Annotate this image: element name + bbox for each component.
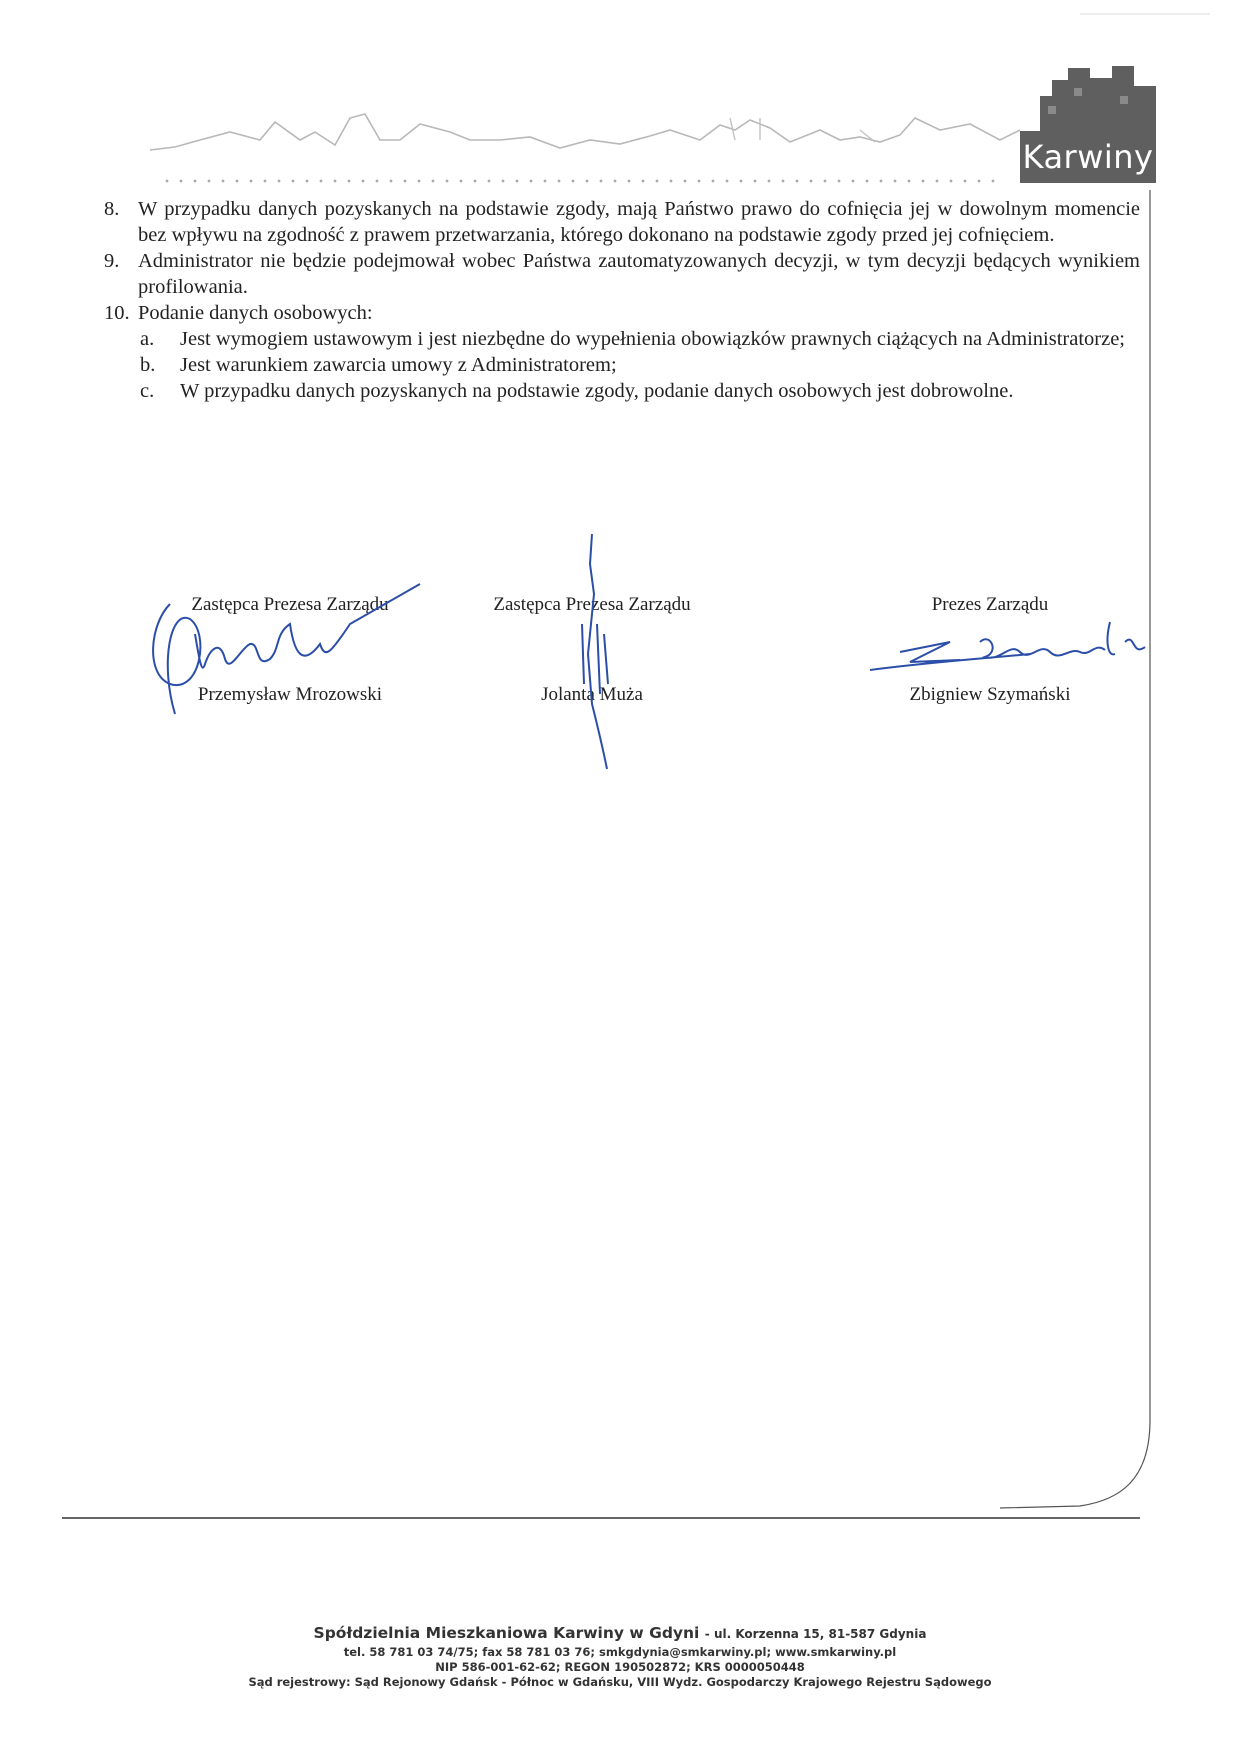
- handwritten-signature-szymanski: [870, 612, 1170, 702]
- signatory-role: Zastępca Prezesa Zarządu: [493, 594, 691, 615]
- signature-block-szymanski: [830, 594, 1150, 724]
- letterhead: [0, 0, 1240, 190]
- sub-list-item-c: [140, 378, 1140, 404]
- signatory-name: Zbigniew Szymański: [909, 684, 1071, 705]
- building-skyline-icon: [1040, 66, 1156, 136]
- sub-list-item-a: [140, 326, 1140, 352]
- list-item-8: [104, 196, 1140, 248]
- signature-block-mrozowski: [130, 594, 450, 724]
- list-item-10: [104, 300, 1140, 326]
- sub-list: [104, 326, 1140, 404]
- registry-numbers: NIP 586-001-62-62; REGON 190502872; KRS 0000050448: [435, 1660, 805, 1674]
- sub-list-item-b: [140, 352, 1140, 378]
- signature-block-muza: [432, 594, 752, 724]
- dotted-divider: [160, 178, 1000, 184]
- item-text: Podanie danych osobowych:: [138, 302, 373, 324]
- signatory-role: Zastępca Prezesa Zarządu: [191, 594, 389, 615]
- sub-item-letter: b.: [140, 354, 156, 376]
- sub-item-text: Jest wymogiem ustawowym i jest niezbędne do wypełnienia obowiązków prawnych ciążących na Administratorze;: [180, 328, 1126, 350]
- item-text: W przypadku danych pozyskanych na podstawie zgody, mają Państwo prawo do cofnięcia jej w dowolnym momencie bez wpływu na zgodność z prawem przetwarzania, którego dokonano na podstawie zgody przed jej cofnięciem.: [138, 198, 1140, 246]
- item-text: Administrator nie będzie podejmował wobec Państwa zautomatyzowanych decyzji, w tym decyzji będących wynikiem profilowania.: [138, 250, 1140, 298]
- org-address: - ul. Korzenna 15, 81-587 Gdynia: [704, 1627, 927, 1641]
- item-number: 8.: [104, 198, 120, 220]
- footer: [150, 1622, 1090, 1690]
- court-registry: Sąd rejestrowy: Sąd Rejonowy Gdańsk - Północ w Gdańsku, VIII Wydz. Gospodarczy Krajowego Rejestru Sądowego: [248, 1675, 992, 1689]
- sub-item-text: Jest warunkiem zawarcia umowy z Administratorem;: [180, 354, 617, 376]
- handwritten-signature-mrozowski: [130, 564, 450, 744]
- list-item-9: [104, 248, 1140, 300]
- item-number: 10.: [104, 302, 130, 324]
- logo: Karwiny: [1020, 131, 1156, 183]
- sub-item-text: W przypadku danych pozyskanych na podstawie zgody, podanie danych osobowych jest dobrowolne.: [180, 380, 1014, 402]
- footer-org-line: [150, 1622, 1090, 1645]
- signatory-name: Przemysław Mrozowski: [197, 684, 383, 705]
- signatory-name: Jolanta Muża: [541, 684, 643, 705]
- document-body: [104, 196, 1140, 404]
- contact-line: tel. 58 781 03 74/75; fax 58 781 03 76; smkgdynia@smkarwiny.pl; www.smkarwiny.pl: [343, 1645, 897, 1659]
- sub-item-letter: c.: [140, 380, 155, 402]
- item-number: 9.: [104, 250, 120, 272]
- sub-item-letter: a.: [140, 328, 155, 350]
- signatory-role: Prezes Zarządu: [931, 594, 1049, 615]
- handwritten-signature-muza: [552, 534, 632, 774]
- org-name: Spółdzielnia Mieszkaniowa Karwiny w Gdyni: [313, 1624, 700, 1642]
